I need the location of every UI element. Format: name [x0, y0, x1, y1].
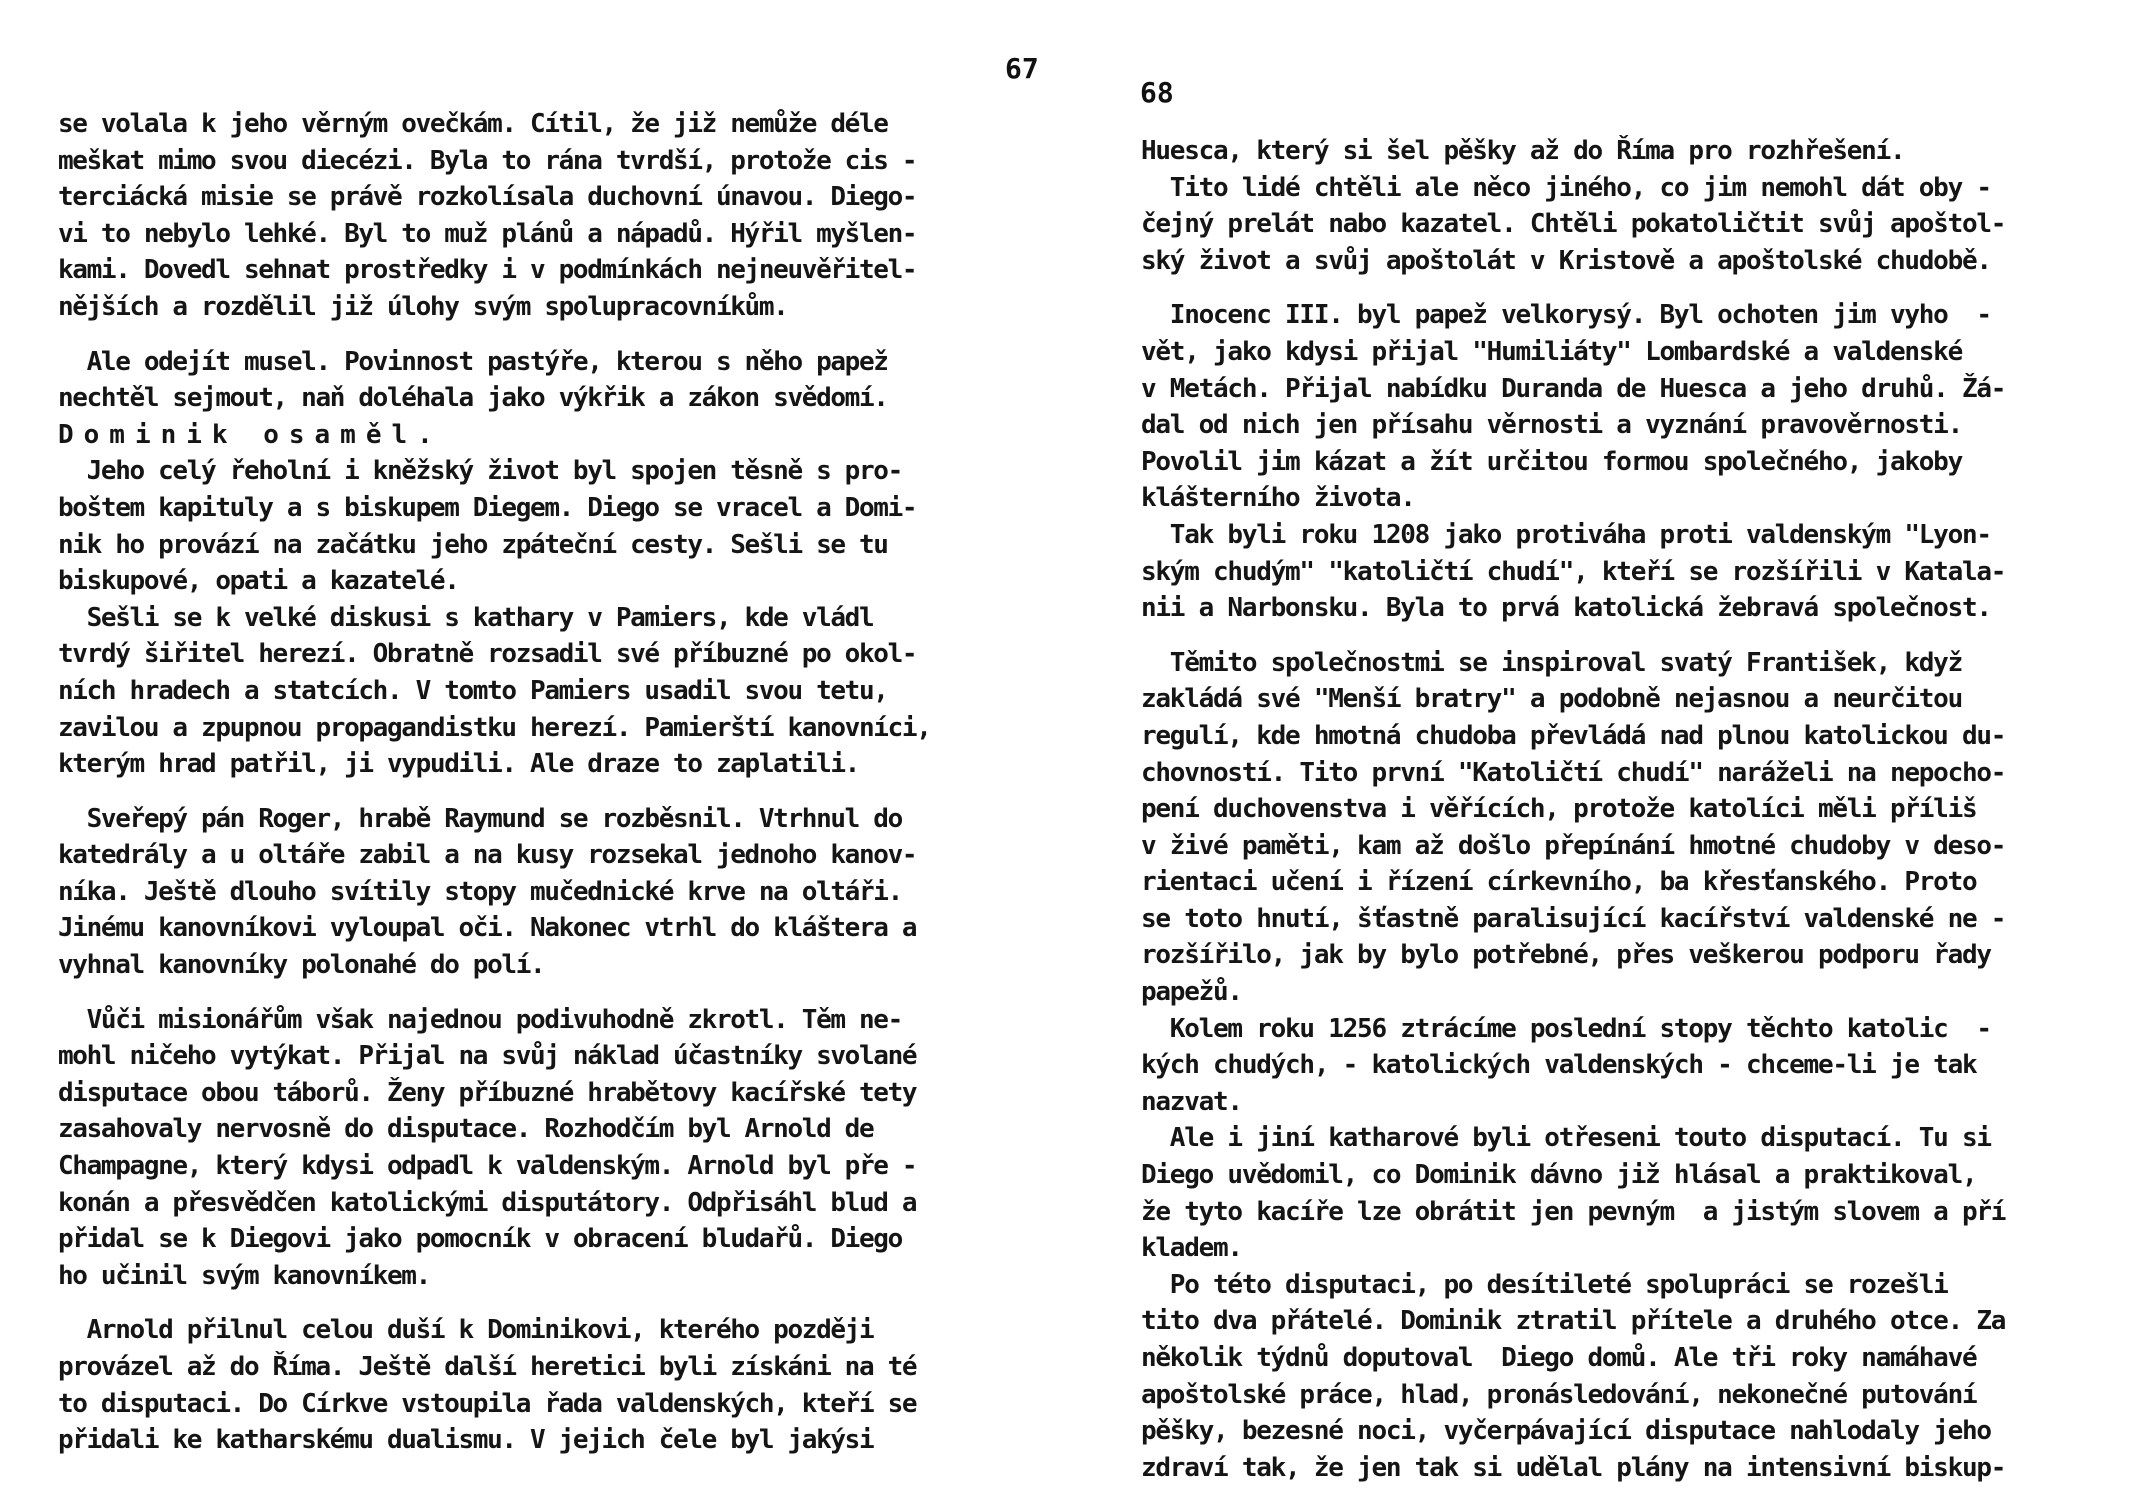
text-line: zavilou a zpupnou propagandistku herezí. Pamierští kanovníci,: [58, 712, 931, 743]
text-line: boštem kapituly a s biskupem Diegem. Diego se vracel a Domi-: [58, 492, 917, 523]
text-line: ský život a svůj apoštolát v Kristově a apoštolské chudobě.: [1141, 245, 1991, 276]
text-line: papežů.: [1141, 977, 1242, 1008]
paragraph: [1141, 133, 2005, 279]
text-line: rozšířilo, jak by bylo potřebné, přes veškerou podporu řady: [1141, 940, 1991, 971]
text-line: provázel až do Říma. Ještě další heretici byli získáni na té: [58, 1352, 917, 1382]
text-line: pěšky, bezesné noci, vyčerpávající disputace nahlodaly jeho: [1141, 1416, 1991, 1447]
text-line: konán a přesvědčen katolickými disputátory. Odpřisáhl blud a: [58, 1187, 917, 1218]
text-line: Sveřepý pán Roger, hrabě Raymund se rozběsnil. Vtrhnul do: [58, 803, 902, 834]
text-line: kami. Dovedl sehnat prostředky i v podmínkách nejneuvěřitel-: [58, 255, 917, 286]
text-line: Kolem roku 1256 ztrácíme poslední stopy těchto katolic -: [1141, 1013, 1991, 1044]
text-line: terciácká misie se právě rozkolísala duchovní únavou. Diego-: [58, 182, 917, 213]
page-number: 67: [1005, 52, 1039, 85]
text-line: Diego uvědomil, co Dominik dávno již hlásal a praktikoval,: [1141, 1160, 1977, 1191]
text-line: Jinému kanovníkovi vyloupal oči. Nakonec vtrhl do kláštera a: [58, 913, 917, 944]
right-page: [1060, 0, 2130, 1500]
text-line: Ale odejít musel. Povinnost pastýře, kterou s něho papež: [58, 346, 888, 377]
text-line: Vůči misionářům však najednou podivuhodně zkrotl. Těm ne-: [58, 1004, 902, 1035]
text-line: Jeho celý řeholní i kněžský život byl spojen těsně s pro-: [58, 456, 902, 487]
text-line: klášterního života.: [1141, 483, 1415, 514]
text-line: chovností. Tito první "Katoličtí chudí" naráželi na nepocho-: [1141, 757, 2006, 788]
text-line: kterým hrad patřil, ji vypudili. Ale draze to zaplatili.: [58, 749, 859, 780]
text-line: zakládá své "Menší bratry" a podobně nejasnou a neurčitou: [1141, 684, 1962, 715]
text-line: Champagne, který kdysi odpadl k valdenským. Arnold byl pře -: [58, 1151, 917, 1182]
text-line: vyhnal kanovníky polonahé do polí.: [58, 950, 545, 981]
text-line: Tak byli roku 1208 jako protiváha proti valdenským "Lyon-: [1141, 519, 1991, 550]
paragraph: [58, 1312, 931, 1458]
text-line: Inocenc III. byl papež velkorysý. Byl ochoten jim vyho -: [1141, 300, 1991, 331]
paragraph: [1141, 297, 2005, 626]
paragraph: [58, 1002, 931, 1295]
text-line: Povolil jim kázat a žít určitou formou společného, jakoby: [1141, 446, 1962, 477]
text-line: kých chudých, - katolických valdenských - chceme-li je tak: [1141, 1050, 1977, 1081]
text-line: Dominik osaměl.: [58, 419, 443, 450]
text-line: zasahovaly nervosně do disputace. Rozhodčím byl Arnold de: [58, 1114, 874, 1145]
text-line: Arnold přilnul celou duší k Dominikovi, kterého později: [58, 1315, 874, 1346]
text-line: v Metách. Přijal nabídku Duranda de Huesca a jeho druhů. Žá-: [1141, 373, 2006, 404]
text-line: tito dva přátelé. Dominik ztratil přítele a druhého otce. Za: [1141, 1306, 2006, 1337]
text-line: Tito lidé chtěli ale něco jiného, co jim nemohl dát oby -: [1141, 172, 1991, 203]
text-line: ským chudým" "katoličtí chudí", kteří se rozšířili v Katala-: [1141, 556, 2006, 587]
text-line: Huesca, který si šel pěšky až do Říma pro rozhřešení.: [1141, 136, 1905, 166]
text-line: kladem.: [1141, 1233, 1242, 1264]
text-line: přidal se k Diegovi jako pomocník v obracení bludařů. Diego: [58, 1224, 902, 1255]
text-line: několik týdnů doputoval Diego domů. Ale tři roky namáhavé: [1141, 1343, 1977, 1373]
text-line: v živé paměti, kam až došlo přepínání hmotné chudoby v deso-: [1141, 830, 2006, 861]
text-line: nik ho provází na začátku jeho zpáteční cesty. Sešli se tu: [58, 529, 888, 560]
text-line: nii a Narbonsku. Byla to prvá katolická žebravá společnost.: [1141, 593, 1991, 624]
text-line: čejný prelát nabo kazatel. Chtěli pokatoličtit svůj apoštol-: [1141, 209, 2006, 240]
paragraph: [58, 801, 931, 984]
text-line: dal od nich jen přísahu věrnosti a vyznání pravověrnosti.: [1141, 410, 1962, 441]
text-line: regulí, kde hmotná chudoba převládá nad plnou katolickou du-: [1141, 720, 2006, 751]
paragraph: [58, 344, 931, 783]
text-line: přidali ke katharskému dualismu. V jejich čele byl jakýsi: [58, 1425, 874, 1456]
text-line: Těmito společnostmi se inspiroval svatý František, když: [1141, 647, 1962, 678]
right-page-text: [1141, 133, 2005, 1486]
text-line: níka. Ještě dlouho svítily stopy mučednické krve na oltáři.: [58, 876, 902, 907]
text-line: ho učinil svým kanovníkem.: [58, 1260, 430, 1291]
text-line: Sešli se k velké diskusi s kathary v Pamiers, kde vládl: [58, 602, 874, 633]
text-line: se volala k jeho věrným ovečkám. Cítil, že již nemůže déle: [58, 109, 888, 139]
text-line: biskupové, opati a kazatelé.: [58, 566, 459, 597]
text-line: apoštolské práce, hlad, pronásledování, nekonečné putování: [1141, 1379, 1977, 1410]
text-line: ních hradech a statcích. V tomto Pamiers usadil svou tetu,: [58, 675, 888, 706]
text-line: že tyto kacíře lze obrátit jen pevným a jistým slovem a pří: [1141, 1196, 2006, 1227]
paragraph: [1141, 645, 2005, 1487]
page-number: 68: [1140, 76, 1174, 109]
text-line: tvrdý šiřitel herezí. Obratně rozsadil své příbuzné po okol-: [58, 639, 917, 670]
text-line: meškat mimo svou diecézi. Byla to rána tvrdší, protože cis -: [58, 145, 917, 176]
text-line: nazvat.: [1141, 1086, 1242, 1117]
text-line: zdraví tak, že jen tak si udělal plány na intensivní biskup-: [1141, 1452, 2006, 1483]
text-line: to disputaci. Do Církve vstoupila řada valdenských, kteří se: [58, 1388, 917, 1419]
text-line: vět, jako kdysi přijal "Humiliáty" Lombardské a valdenské: [1141, 336, 1962, 367]
text-line: nějších a rozdělil již úlohy svým spolupracovníkům.: [58, 291, 788, 322]
paragraph: [58, 106, 931, 326]
text-line: disputace obou táborů. Ženy příbuzné hrabětovy kacířské tety: [58, 1077, 917, 1108]
text-line: pení duchovenstva i věřících, protože katolíci měli příliš: [1141, 794, 1977, 825]
text-line: mohl ničeho vytýkat. Přijal na svůj náklad účastníky svolané: [58, 1041, 917, 1072]
text-line: katedrály a u oltáře zabil a na kusy rozsekal jednoho kanov-: [58, 840, 917, 871]
text-line: Po této disputaci, po desítileté spolupráci se rozešli: [1141, 1269, 1948, 1300]
text-line: vi to nebylo lehké. Byl to muž plánů a nápadů. Hýřil myšlen-: [58, 218, 917, 249]
text-line: nechtěl sejmout, naň doléhala jako výkřik a zákon svědomí.: [58, 383, 888, 414]
text-line: se toto hnutí, šťastně paralisující kacířství valdenské ne -: [1141, 903, 2006, 934]
left-page: [0, 0, 1060, 1500]
left-page-text: [58, 106, 931, 1459]
text-line: rientaci učení i řízení církevního, ba křesťanského. Proto: [1141, 867, 1977, 898]
text-line: Ale i jiní katharové byli otřeseni touto disputací. Tu si: [1141, 1123, 1991, 1154]
